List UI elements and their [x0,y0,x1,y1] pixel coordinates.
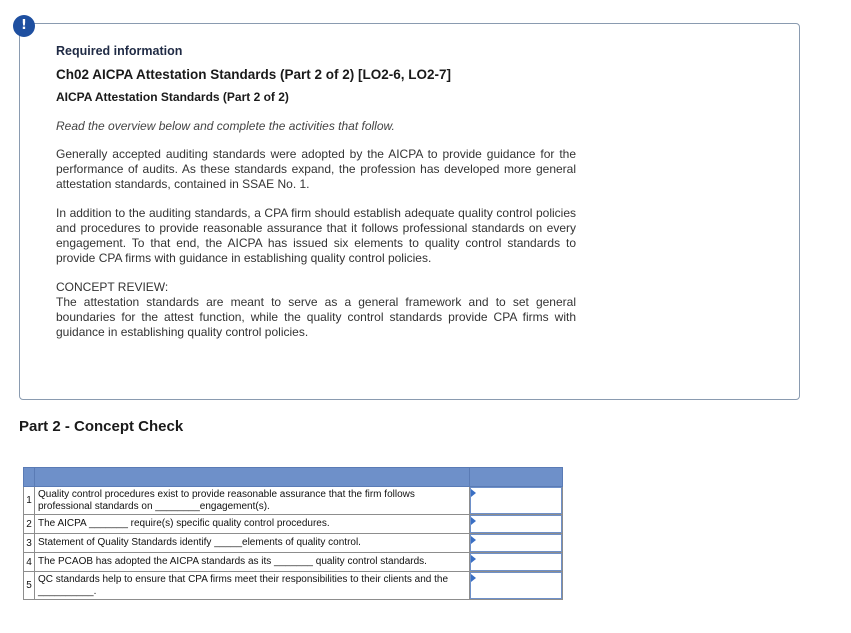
question-text: Statement of Quality Standards identify _____elements of quality control. [35,534,470,553]
alert-icon: ! [13,15,35,37]
row-number: 4 [24,553,35,572]
answer-dropdown-5[interactable] [470,572,563,600]
row-number: 3 [24,534,35,553]
instruction-text: Read the overview below and complete the activities that follow. [56,119,395,133]
table-header-answer [470,468,563,487]
required-information-label: Required information [56,44,183,58]
table-row [24,572,563,600]
concept-review-heading: CONCEPT REVIEW: [56,280,169,294]
answer-dropdown-4[interactable] [470,553,563,572]
table-row [24,487,563,515]
dropdown-arrow-icon [471,517,476,525]
question-text: The PCAOB has adopted the AICPA standards as its _______ quality control standards. [35,553,470,572]
table-header-num [24,468,35,487]
dropdown-arrow-icon [471,574,476,582]
answer-dropdown-2[interactable] [470,515,563,534]
answer-select[interactable] [470,534,562,552]
table-header-question [35,468,470,487]
overview-paragraph-1: Generally accepted auditing standards were adopted by the AICPA to provide guidance for the performance of audits. As these standards expand, the profession has developed more general attestation standards, contained in SSAE No. 1. [56,147,576,191]
row-number: 1 [24,487,35,515]
info-content [56,44,576,354]
dropdown-arrow-icon [471,489,476,497]
required-information-panel [19,23,800,400]
concept-review-text: The attestation standards are meant to serve as a general framework and to set general boundaries for the attest function, while the quality control standards provide CPA firms with guidance in establishing quality control policies. [56,295,576,339]
row-number: 5 [24,572,35,600]
question-text: Quality control procedures exist to provide reasonable assurance that the firm follows professional standards on ________engagement(s). [35,487,470,515]
chapter-title: Ch02 AICPA Attestation Standards (Part 2 of 2) [LO2-6, LO2-7] [56,67,452,82]
answer-select[interactable] [470,572,562,599]
table-header-row [24,468,563,487]
part-title: Part 2 - Concept Check [19,418,184,435]
section-subtitle: AICPA Attestation Standards (Part 2 of 2) [56,90,289,104]
table-row [24,534,563,553]
answer-dropdown-1[interactable] [470,487,563,515]
answer-select[interactable] [470,515,562,533]
question-text: QC standards help to ensure that CPA firms meet their responsibilities to their clients and the __________. [35,572,470,600]
table-row [24,515,563,534]
dropdown-arrow-icon [471,555,476,563]
row-number: 2 [24,515,35,534]
table-row [24,553,563,572]
answer-select[interactable] [470,553,562,571]
concept-check-table [23,467,563,600]
dropdown-arrow-icon [471,536,476,544]
overview-paragraph-2: In addition to the auditing standards, a CPA firm should establish adequate quality control policies and procedures to provide reasonable assurance that it follows professional standards on every engagement. To that end, the AICPA has issued six elements to quality control standards to provide CPA firms with guidance in establishing quality control policies. [56,206,576,265]
answer-select[interactable] [470,487,562,514]
answer-dropdown-3[interactable] [470,534,563,553]
question-text: The AICPA _______ require(s) specific quality control procedures. [35,515,470,534]
